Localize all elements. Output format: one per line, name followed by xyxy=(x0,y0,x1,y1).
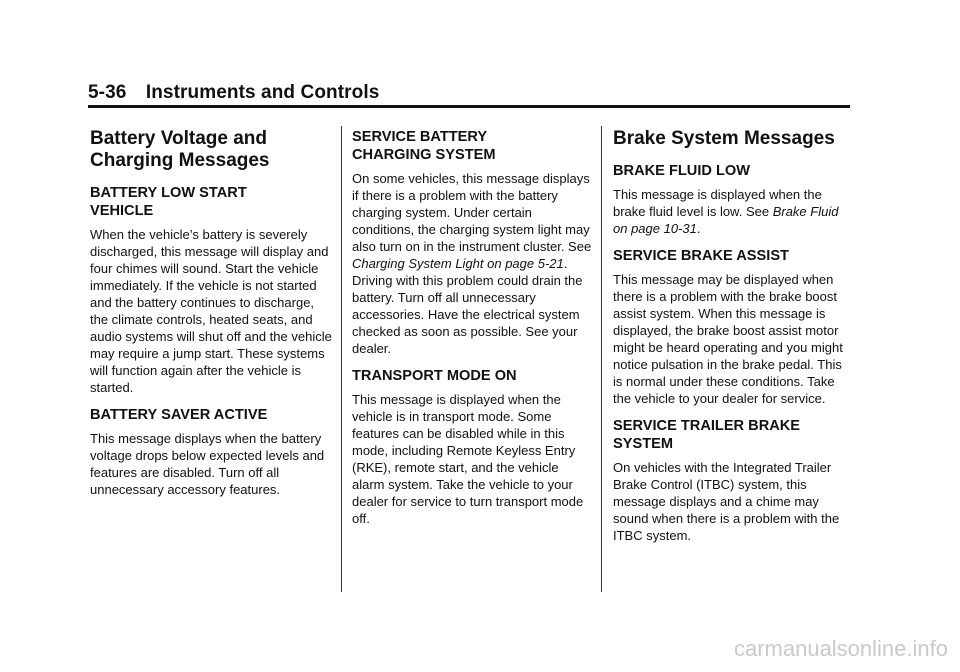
chapter-title: Instruments and Controls xyxy=(145,82,380,103)
header-rule xyxy=(88,105,850,108)
cross-reference: Charging System Light on page 5-21 xyxy=(352,256,564,271)
paragraph-service-trailer-brake: On vehicles with the Integrated Trailer Brake Control (ITBC) system, this message displays and a chime may sound when there is a problem with the ITBC system. xyxy=(613,460,840,543)
paragraph-battery-saver-active: This message displays when the battery voltage drops below expected levels and features are disabled. Turn off all unnecessary accessory features. xyxy=(90,431,325,497)
heading-battery-low-start: BATTERY LOW START VEHICLE xyxy=(90,185,247,219)
column-divider xyxy=(601,126,602,592)
column-2 xyxy=(352,122,592,533)
paragraph-brake-fluid-low: This message is displayed when the brake fluid level is low. See Brake Fluid on page 10-31. xyxy=(613,187,839,236)
page-number: 5-36 xyxy=(88,82,127,103)
heading-brake-fluid-low: BRAKE FLUID LOW xyxy=(613,163,751,179)
paragraph-transport-mode-on: This message is displayed when the vehicle is in transport mode. Some features can be disabled while in this mode, including Remote Keyless Entry (RKE), remote start, and the vehicle alarm system. Take the vehicle to your dealer for service to turn transport mode off. xyxy=(352,392,584,526)
paragraph-service-brake-assist: This message may be displayed when there is a problem with the brake boost assist system. When this message is displayed, the brake boost assist motor might be heard operating and you might notice pulsation in the brake pedal. This is normal under these conditions. Take the vehicle to your dealer for service. xyxy=(613,272,843,406)
section-title-battery-voltage: Battery Voltage and Charging Messages xyxy=(90,128,270,171)
column-divider xyxy=(341,126,342,592)
cross-reference: Brake Fluid on page 10-31 xyxy=(613,204,839,236)
watermark: carmanualsonline.info xyxy=(733,636,948,661)
paragraph-battery-low-start: When the vehicle’s battery is severely discharged, this message will display and four chimes will sound. Start the vehicle immediately. If the vehicle is not started and the battery continues to discharge, the climate controls, heated seats, and audio systems will shut off and the vehicle may require a jump start. These systems will function again after the vehicle is started. xyxy=(90,227,332,395)
heading-battery-saver-active: BATTERY SAVER ACTIVE xyxy=(90,407,268,423)
column-1 xyxy=(90,122,334,504)
column-3 xyxy=(613,122,853,550)
heading-service-trailer-brake: SERVICE TRAILER BRAKE SYSTEM xyxy=(613,418,801,452)
heading-service-battery-charging: SERVICE BATTERY CHARGING SYSTEM xyxy=(352,129,496,163)
heading-transport-mode-on: TRANSPORT MODE ON xyxy=(352,368,517,384)
page-header xyxy=(88,82,379,104)
section-title-brake-system: Brake System Messages xyxy=(613,128,835,149)
heading-service-brake-assist: SERVICE BRAKE ASSIST xyxy=(613,248,789,264)
paragraph-service-battery-charging: On some vehicles, this message displays if there is a problem with the battery charging system. Under certain conditions, the charging system light may also turn on in the instrument cluster. See Charging System Light on page 5-21. Driving with this problem could drain the battery. Turn off all unnecessary accessories. Have the electrical system checked as soon as possible. See your dealer. xyxy=(352,171,592,356)
